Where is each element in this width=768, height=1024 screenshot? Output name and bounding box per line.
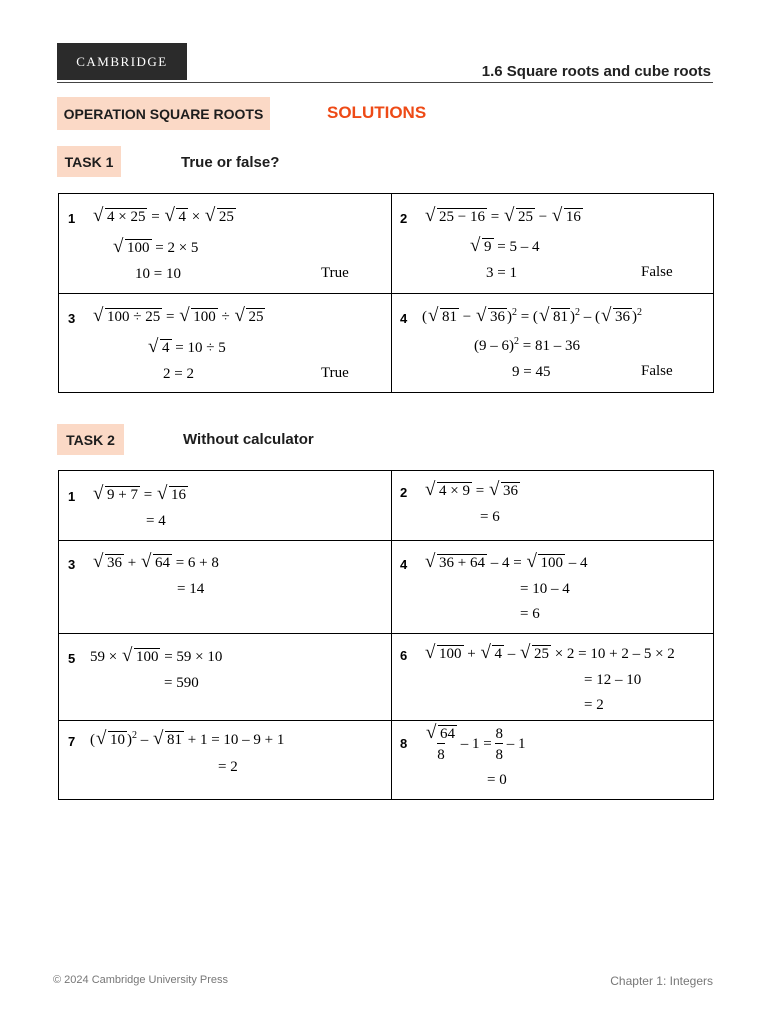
task2-item-6 — [392, 634, 714, 721]
task2-item-8-step1: √ $\frac{64}{8}$ – 1 = $\frac{8}{8}$ – 1 — [425, 725, 525, 764]
task2-item-1-step1: √ 9 + 7 = √ 16 — [92, 486, 188, 504]
task1-item-2 — [392, 194, 714, 294]
task1-description: True or false? — [181, 154, 280, 171]
task2-item-2-step2: = 6 — [480, 509, 500, 525]
task2-item-2-step1: √ 4 × 9 = √ 36 — [424, 482, 520, 500]
task2-item-8 — [392, 721, 714, 800]
task2-item-7-step2: = 2 — [218, 759, 238, 775]
task2-description: Without calculator — [183, 431, 314, 448]
item-number: 5 — [68, 651, 76, 666]
task2-item-4-step2: = 10 – 4 — [520, 581, 570, 597]
task1-item-2-step1: √ 25 − 16 = √ 25 − √ 16 — [424, 208, 583, 226]
task2-item-2 — [392, 471, 714, 541]
task1-item-4-step3: 9 = 45 — [512, 364, 551, 380]
task1-item-1-step1: √ 4 × 25 = √ 4 × √ 25 — [92, 208, 236, 226]
task1-item-4-step1: (√ 81 − √ 36 )$^2$ = (√ 81 )$^2$ – (√ 36 )$^2$ — [422, 308, 642, 326]
item-number: 3 — [68, 557, 76, 572]
task2-item-6-step2: = 12 – 10 — [584, 672, 642, 688]
task1-table — [58, 193, 714, 393]
page-title: 1.6 Square roots and cube roots — [481, 63, 711, 80]
chapter-footer: Chapter 1: Integers — [610, 974, 713, 988]
item-number: 4 — [400, 557, 408, 572]
item-number: 4 — [400, 311, 408, 326]
task2-item-7-step1: (√ 10 )$^2$ – √ 81 + 1 = 10 – 9 + 1 — [90, 731, 284, 749]
task1-item-3 — [59, 294, 392, 393]
header-divider — [57, 82, 713, 83]
task2-item-1 — [59, 471, 392, 541]
task2-item-3-step1: √ 36 + √ 64 = 6 + 8 — [92, 554, 219, 572]
task2-item-8-step2: = 0 — [487, 772, 507, 788]
task2-item-3-step2: = 14 — [177, 581, 205, 597]
task1-item-3-verdict: True — [321, 365, 349, 381]
task1-item-3-step1: √ 100 ÷ 25 = √ 100 ÷ √ 25 — [92, 308, 265, 326]
copyright-footer: © 2024 Cambridge University Press — [53, 974, 229, 986]
task2-item-6-step3: = 2 — [584, 697, 604, 713]
item-number: 7 — [68, 734, 76, 749]
task2-item-4-step1: √ 36 + 64 – 4 = √ 100 – 4 — [424, 554, 587, 572]
task2-item-7 — [59, 721, 392, 800]
solutions-heading: SOLUTIONS — [327, 103, 427, 122]
task1-item-2-verdict: False — [641, 264, 673, 280]
item-number: 8 — [400, 736, 408, 751]
item-number: 2 — [400, 211, 408, 226]
task2-item-5-step1: 59 × √ 100 = 59 × 10 — [90, 648, 222, 666]
item-number: 1 — [68, 211, 76, 226]
task2-item-4-step3: = 6 — [520, 606, 540, 622]
cambridge-logo: CAMBRIDGE — [57, 43, 187, 80]
item-number: 1 — [68, 489, 76, 504]
task2-table — [58, 470, 714, 800]
task2-item-5-step2: = 590 — [164, 675, 199, 691]
task1-item-1 — [59, 194, 392, 294]
task1-label: TASK 1 — [57, 146, 121, 177]
task1-item-4 — [392, 294, 714, 393]
operation-label: OPERATION SQUARE ROOTS — [57, 97, 270, 130]
task1-item-1-verdict: True — [321, 265, 349, 281]
task2-item-1-step2: = 4 — [146, 513, 166, 529]
task1-item-4-step2: (9 – 6)$^2$ = 81 – 36 — [474, 336, 580, 354]
item-number: 6 — [400, 648, 408, 663]
task1-item-3-step3: 2 = 2 — [163, 366, 194, 382]
task1-item-1-step3: 10 = 10 — [135, 266, 181, 282]
item-number: 2 — [400, 485, 408, 500]
task2-item-5 — [59, 634, 392, 721]
task2-label: TASK 2 — [57, 424, 124, 455]
task2-item-6-step1: √ 100 + √ 4 – √ 25 × 2 = 10 + 2 – 5 × 2 — [424, 645, 675, 663]
task1-item-2-step2: √ 9 = 5 – 4 — [469, 238, 539, 256]
task1-item-1-step2: √ 100 = 2 × 5 — [112, 239, 198, 257]
task2-item-3 — [59, 541, 392, 634]
task2-item-4 — [392, 541, 714, 634]
item-number: 3 — [68, 311, 76, 326]
task1-item-4-verdict: False — [641, 363, 673, 379]
task1-item-2-step3: 3 = 1 — [486, 265, 517, 281]
task1-item-3-step2: √ 4 = 10 ÷ 5 — [147, 339, 226, 357]
